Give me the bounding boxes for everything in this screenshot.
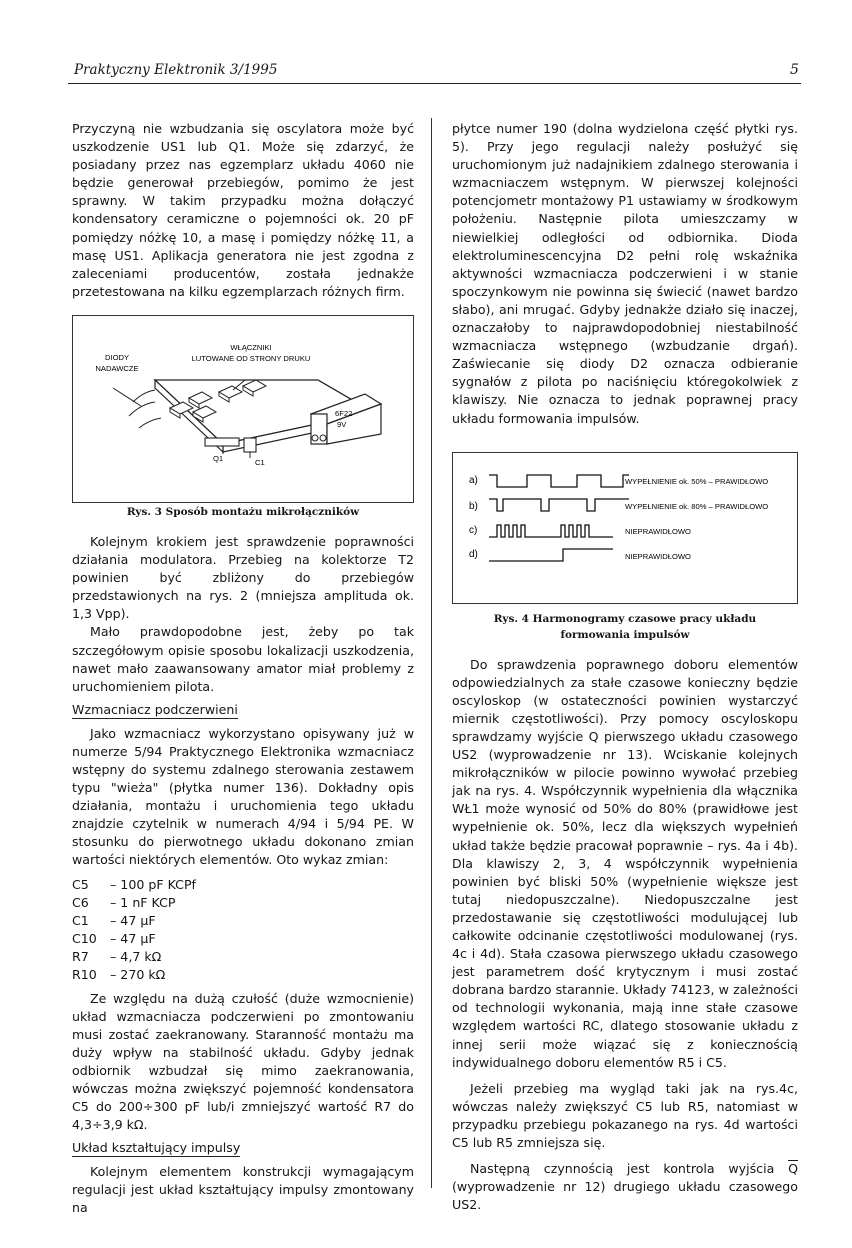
figure-4 [452, 452, 798, 641]
figure-3-caption: Rys. 3 Sposób montażu mikrołączników [126, 505, 360, 518]
paragraph: Jako wzmacniacz wykorzystano opisywany już w numerze 5/94 Praktycznego Elektronika wzmacniacz wstępny do systemu zdalnego sterowania zestawem typu "wieża" (płytka numer 136). Dokładny opis działania, montażu i uruchomienia tego układu znajdzie czytelnik w numerach 4/94 i 5/94 PE. W stosunku do pierwotnego układu dokonano zmian wartości niektórych elementów. Oto wykaz zmian: [72, 725, 414, 868]
list-item: R7 – 4,7 kΩ [72, 948, 162, 964]
list-item: C1 – 47 μF [72, 912, 156, 928]
list-item: C6 – 1 nF KCP [72, 894, 176, 910]
label-c1: C1 [255, 457, 265, 467]
row-label: WYPEŁNIENIE ok. 50% – PRAWIDŁOWO [625, 476, 769, 486]
label-switches-2: LUTOWANE OD STRONY DRUKU [191, 353, 311, 363]
switch-mounting-drawing [73, 316, 413, 502]
row-label: NIEPRAWIDŁOWO [625, 551, 691, 561]
section-heading: Układ kształtujący impulsy [72, 1140, 241, 1156]
list-item: R10 – 270 kΩ [72, 966, 166, 982]
left-column [72, 120, 414, 1218]
label-q1: Q1 [213, 453, 224, 463]
running-header-title: Praktyczny Elektronik 3/1995 [74, 62, 278, 78]
q-bar-symbol: $\overline{Q}$ [788, 1161, 798, 1177]
label-battery-1: 6F22 [335, 408, 353, 418]
page-number: 5 [790, 62, 799, 78]
figure-4-caption: Rys. 4 Harmonogramy czasowe pracy układu formowania impulsów [493, 612, 757, 641]
paragraph: Ze względu na dużą czułość (duże wzmocnienie) układ wzmacniacza podczerwieni po zmontowaniu musi zostać zaekranowany. Staranność montażu ma duży wpływ na stabilność układu. Gdyby jednak odbiornik wzbudzał się mimo zaekranowania, wówczas można zwiększyć pojemność kondensatora C5 do 200÷300 pF lub/i zmniejszyć wartość R7 do 4,3÷3,9 kΩ. [72, 990, 414, 1133]
column-divider [431, 118, 432, 1188]
label-battery-2: 9V [337, 419, 347, 429]
row-label: WYPEŁNIENIE ok. 80% – PRAWIDŁOWO [625, 501, 769, 511]
label-diodes-2: NADAWCZE [95, 363, 139, 373]
label-diodes-1: DIODY [104, 352, 130, 362]
row-tag: b) [469, 500, 478, 512]
list-item: C5 – 100 pF KCPf [72, 876, 196, 892]
paragraph: Kolejnym elementem konstrukcji wymagającym regulacji jest układ kształtujący impulsy zmontowany na [72, 1164, 414, 1216]
label-switches-1: WŁĄCZNIKI [230, 342, 272, 352]
row-tag: a) [469, 474, 478, 486]
paragraph: płytce numer 190 (dolna wydzielona część płytki rys. 5). Przy jego regulacji należy posłużyć się uruchomionym już nadajnikiem zdalnego sterowania i wzmacniaczem wstępnym. W pierwszej kolejności potencjometr montażowy P1 ustawiamy w środkowym położeniu. Następnie pilota umieszczamy w niewielkiej odległości od odbiornika. Dioda elektroluminescencyjna D2 pełni rolę wskaźnika aktywności wzmacniacza podczerwieni i w stanie spoczynkowym nie powinna się świecić (nawet bardzo słabo), ani mrugać. Gdyby jednakże działo się inaczej, oznaczałoby to najprawdopodobniej niestabilność wzmacniacza wstępnego (wzbudzanie drgań). Zaświecanie się diody D2 oznacza odbieranie sygnałów z pilota po naciśnięciu któregokolwiek z klawiszy. Nie oznacza to jednak poprawnej pracy układu formowania impulsów. [452, 121, 798, 426]
row-tag: d) [469, 548, 478, 560]
header-rule [68, 83, 801, 84]
figure-3 [72, 315, 414, 518]
paragraph: Jeżeli przebieg ma wygląd taki jak na rys.4c, wówczas należy zwiększyć C5 lub R5, natomiast w przypadku przebiegu pokazanego na rys. 4d wartości C5 lub R5 zmniejsza się. [452, 1080, 798, 1151]
paragraph: Przyczyną nie wzbudzania się oscylatora może być uszkodzenie US1 lub Q1. Może się zdarzyć, że posiadany przez nas egzemplarz układu 4060 nie będzie generował przebiegów, pomimo że jest sprawny. W takim przypadku można dołączyć kondensatory ceramiczne o pojemności ok. 20 pF pomiędzy nóżkę 10, a masę i pomiędzy nóżkę 11, a masę US1. Aplikacja generatora nie jest zgodna z zaleceniami producentów, została jednakże przetestowana na kilku egzemplarzach różnych firm. [72, 121, 414, 299]
changes-list [72, 876, 414, 984]
right-column [452, 120, 798, 1214]
section-heading: Wzmacniacz podczerwieni [72, 701, 238, 717]
paragraph: Kolejnym krokiem jest sprawdzenie poprawności działania modulatora. Przebieg na kolektorze T2 powinien być zbliżony do przebiegów przedstawionych na rys. 2 (mniejsza amplituda ok. 1,3 Vpp). [72, 533, 414, 622]
paragraph: Mało prawdopodobne jest, żeby po tak szczegółowym opisie sposobu lokalizacji uszkodzenia, nawet mało zaawansowany amator miał problemy z uruchomieniem pilota. [72, 624, 414, 694]
row-label: NIEPRAWIDŁOWO [625, 526, 691, 536]
row-tag: c) [469, 524, 478, 536]
paragraph: Do sprawdzenia poprawnego doboru elementów odpowiedzialnych za stałe czasowe konieczny będzie oscyloskop (w ostateczności powinien wystarczyć miernik częstotliwości). Przy pomocy oscyloskopu sprawdzamy wyjście Q pierwszego układu czasowego US2 (wyprowadzenie nr 13). Wciskanie kolejnych mikrołączników w pilocie powinno wywołać przebieg jak na rys. 4. Współczynnik wypełnienia dla włącznika WŁ1 może wynosić od 50% do 80% (prawidłowe jest wypełnienie ok. 50%, lecz dla większych wypełnień układ także będzie pracował poprawnie – rys. 4a i 4b). Dla klawiszy 2, 3, 4 współczynnik wypełnienia powinien być bliski 50% (wypełnienie większe jest tutaj niedopuszczalne). Niedopuszczalne jest przedostawanie się częstotliwości modulującej lub całkowite odcinanie częstotliwości modulowanej (rys. 4c i 4d). Stała czasowa pierwszego układu czasowego jest parametrem dość krytycznym i musi zostać dobrana bardzo starannie. Układy 74123, w zależności od technologii wykonania, mają inne stałe czasowe względem wartości RC, dlatego stosowanie układu z innej serii może wiązać się z koniecznością indywidualnego doboru elementów R5 i C5. [452, 656, 798, 1070]
list-item: C10 – 47 μF [72, 930, 156, 946]
paragraph: Następną czynnością jest kontrola wyjścia $\overline{Q}$ (wyprowadzenie nr 12) drugiego układu czasowego US2. [452, 1161, 798, 1213]
timing-diagram [453, 453, 797, 603]
